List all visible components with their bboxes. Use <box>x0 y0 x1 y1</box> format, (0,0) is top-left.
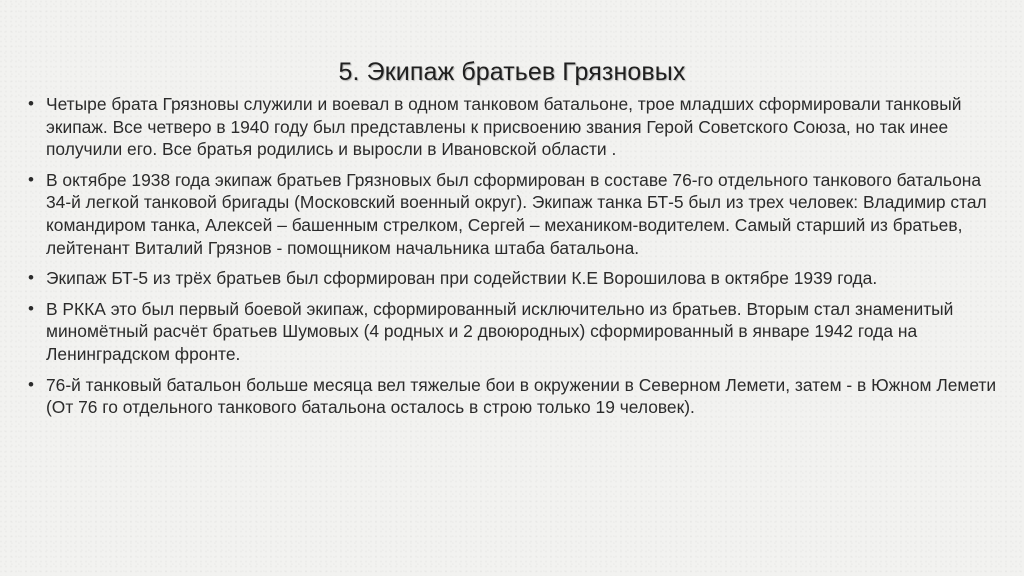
bullet-text: В октябре 1938 года экипаж братьев Грязновых был сформирован в составе 76-го отдельного танкового батальона 34-й легкой танковой бригады (Московский военный округ). Экипаж танка БТ-5 был из трех человек: Владимир стал командиром танка, Алексей – башенным стрелком, Сергей – механиком-водителем. Самый старший из братьев, лейтенант Виталий Грязнов - помощником начальника штаба батальона. <box>46 169 987 258</box>
bullet-icon: • <box>28 298 34 318</box>
bullet-icon: • <box>28 94 34 113</box>
bullet-text: Четыре брата Грязновы служили и воевал в одном танковом батальоне, трое младших сформировали танковый экипаж. Все четверо в 1940 году был представлены к присвоению звания Герой Советского Союза, но так инее получили его. Все братья родились и выросли в Ивановской области . <box>46 94 962 160</box>
bullet-icon: • <box>28 374 34 394</box>
slide-title: 5. Экипаж братьев Грязновых <box>338 58 686 86</box>
bullet-list <box>28 93 1003 427</box>
bullet-icon: • <box>28 268 34 288</box>
list-item <box>28 267 1003 290</box>
list-item <box>28 298 1003 366</box>
bullet-text: В РККА это был первый боевой экипаж, сформированный исключительно из братьев. Вторым стал знаменитый миномётный расчёт братьев Шумовых (4 родных и 2 двоюродных) сформированный в январе 1942 года на Ленинградском фронте. <box>46 298 954 364</box>
list-item <box>28 93 1003 161</box>
list-item <box>28 374 1003 419</box>
bullet-icon: • <box>28 169 34 189</box>
list-item <box>28 169 1003 259</box>
bullet-text: 76-й танковый батальон больше месяца вел тяжелые бои в окружении в Северном Лемети, затем - в Южном Лемети (От 76 го отдельного танкового батальона осталось в строю только 19 человек). <box>46 374 997 418</box>
bullet-text: Экипаж БТ-5 из трёх братьев был сформирован при содействии К.Е Ворошилова в октябре 1939 года. <box>46 268 878 289</box>
